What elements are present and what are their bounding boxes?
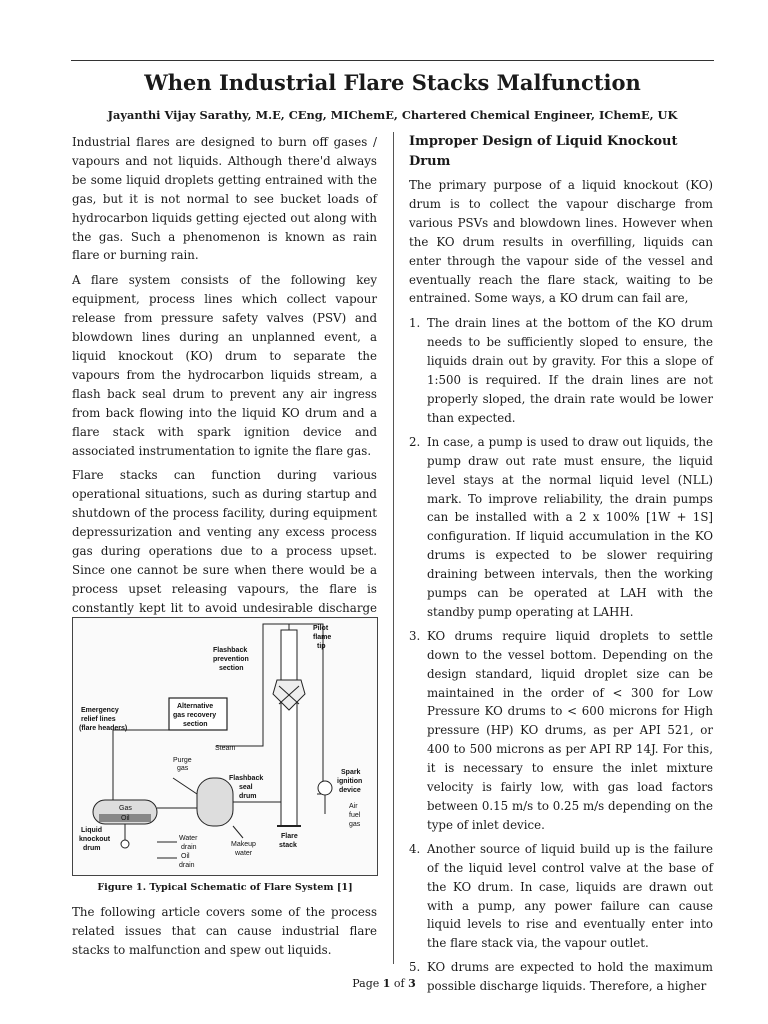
list-number: 4. xyxy=(409,841,421,856)
paragraph: Flare stacks can function during various operational situations, such as during startup and shutdown of the process facility, during equipment depressurization and venting any excess process gas during operations due to a process upset. Since one cannot be sure when there would be a process upset releasing vapours, the flare is constantly kept lit to avoid undesirable discharge xyxy=(72,468,377,615)
list-text: In case, a pump is used to draw out liquids, the pump draw out rate must ensure, the liquid level stays at the normal liquid level (NLL) mark. To improve reliability, the drain pumps can be installed with a 2 x 100% [1W + 1S] configuration. If liquid accumulation in the KO drums is expected to be slower requiring draining between intervals, then the working pumps can be operated at LAH with the standby pump operating at LAHH. xyxy=(427,434,713,619)
label: Liquid xyxy=(81,827,102,834)
label: relief lines xyxy=(81,716,116,723)
label: drum xyxy=(83,845,101,852)
label: section xyxy=(219,665,244,672)
list-number: 5. xyxy=(409,960,421,975)
list-number: 3. xyxy=(409,628,421,643)
section-heading: Improper Design of Liquid Knockout Drum xyxy=(409,134,678,169)
page-title: When Industrial Flare Stacks Malfunction xyxy=(144,70,641,95)
label: (flare headers) xyxy=(79,725,128,732)
top-rule xyxy=(71,60,714,61)
list-number: 2. xyxy=(409,434,421,449)
label: tip xyxy=(317,643,326,650)
label: gas xyxy=(349,821,361,828)
paragraph: The following article covers some of the process related issues that can cause industrial flare stacks to malfunction and spew out liquids. xyxy=(72,905,377,957)
label: Air xyxy=(349,803,358,810)
label: Makeup xyxy=(231,841,256,848)
footer-current-page: 1 xyxy=(382,977,391,990)
list-text: The drain lines at the bottom of the KO drum needs to be sufficiently sloped to ensure, the liquids drain out by gravity. For this a slope of 1:500 is required. If the drain lines are not properly sloped, the drain rate would be lower than expected. xyxy=(427,316,713,425)
label: Flashback xyxy=(229,775,264,782)
figure-caption: Figure 1. Typical Schematic of Flare System [1] xyxy=(97,882,353,893)
flare-system-figure xyxy=(72,617,378,876)
label: fuel xyxy=(349,812,361,819)
list-text: KO drums require liquid droplets to settle down to the vessel bottom. Depending on the design standard, liquid droplet size can be maintained in the order of < 300 for Low Pressure KO drums to < 600 microns for High pressure (HP) KO drums, as per API 521, or 400 to 500 microns as per API RP 14J. For this, it is necessary to ensure the inlet mixture velocity is fairly low, with gas load factors between 0.15 m/s to 0.25 m/s depending on the type of inlet device. xyxy=(427,628,713,832)
label: Emergency xyxy=(81,707,119,714)
left-column-closing xyxy=(72,903,377,966)
failure-list xyxy=(409,314,713,996)
paragraph: The primary purpose of a liquid knockout (KO) drum is to collect the vapour discharge from various PSVs and blowdown lines. However when the KO drum results in overfilling, liquids can enter through the vapour side of the vessel and eventually reach the flare stack, waiting to be entrained. Some ways, a KO drum can fail are, xyxy=(409,178,713,306)
label: drain xyxy=(181,844,197,851)
right-column xyxy=(409,132,713,1001)
label: Flashback xyxy=(213,647,248,654)
label: Spark xyxy=(341,769,361,776)
list-item xyxy=(409,840,713,953)
left-column xyxy=(72,133,377,643)
flare-schematic xyxy=(73,618,377,875)
label: Water xyxy=(179,835,198,842)
label: Flare xyxy=(281,833,298,840)
label: Oil xyxy=(121,815,130,822)
paragraph: Industrial flares are designed to burn off gases / vapours and not liquids. Although there'd always be some liquid droplets getting entrained with the gas, but it is not normal to see bucket loads of hydrocarbon liquids getting ejected out along with the gas. Such a phenomenon is known as rain flare or burning rain. xyxy=(72,135,377,263)
footer-prefix: Page xyxy=(352,977,383,990)
label: Purge xyxy=(173,757,192,764)
list-text: KO drums are expected to hold the maximum possible discharge liquids. Therefore, a higher xyxy=(427,960,713,994)
label: ignition xyxy=(337,778,363,785)
label: Pilot xyxy=(313,625,329,632)
label: device xyxy=(339,787,361,794)
label: drain xyxy=(179,862,195,869)
label: Alternative xyxy=(177,703,214,710)
list-item xyxy=(409,433,713,622)
label: knockout xyxy=(79,836,111,843)
flare-stack-shape xyxy=(281,630,297,826)
label: drum xyxy=(239,793,257,800)
list-number: 1. xyxy=(409,316,421,331)
label: flame xyxy=(313,634,332,641)
label: Oil xyxy=(181,853,190,860)
label: section xyxy=(183,721,208,728)
label: Gas xyxy=(119,805,132,812)
list-item xyxy=(409,627,713,835)
paragraph: A flare system consists of the following key equipment, process lines which collect vapour release from pressure safety valves (PSV) and blowdown lines during an unplanned event, a liquid knockout (KO) drum to separate the vapours from the hydrocarbon liquids stream, a flash back seal drum to prevent any air ingress from back flowing into the liquid KO drum and a flare stack with spark ignition device and associated instrumentation to ignite the flare gas. xyxy=(72,273,377,458)
label: Steam xyxy=(215,745,236,752)
label: gas recovery xyxy=(173,712,217,719)
page-footer xyxy=(0,977,768,990)
list-item xyxy=(409,314,713,427)
list-text: Another source of liquid build up is the failure of the liquid level control valve at the base of the KO drum. In case, liquids are drawn out with a pump, any power failure can cause liquid levels to rise and eventually enter into the flare stack via, the vapour outlet. xyxy=(427,841,713,951)
footer-total-pages: 3 xyxy=(408,977,416,990)
label: water xyxy=(235,850,253,857)
authors-line: Jayanthi Vijay Sarathy, M.E, CEng, MIChemE, Chartered Chemical Engineer, IChemE, UK xyxy=(107,108,678,122)
label: seal xyxy=(239,784,253,791)
column-divider xyxy=(393,132,394,964)
label: gas xyxy=(177,765,189,772)
seal-drum-shape xyxy=(197,778,233,826)
label: prevention xyxy=(213,656,249,663)
footer-middle: of xyxy=(390,977,409,990)
label: stack xyxy=(279,842,297,849)
